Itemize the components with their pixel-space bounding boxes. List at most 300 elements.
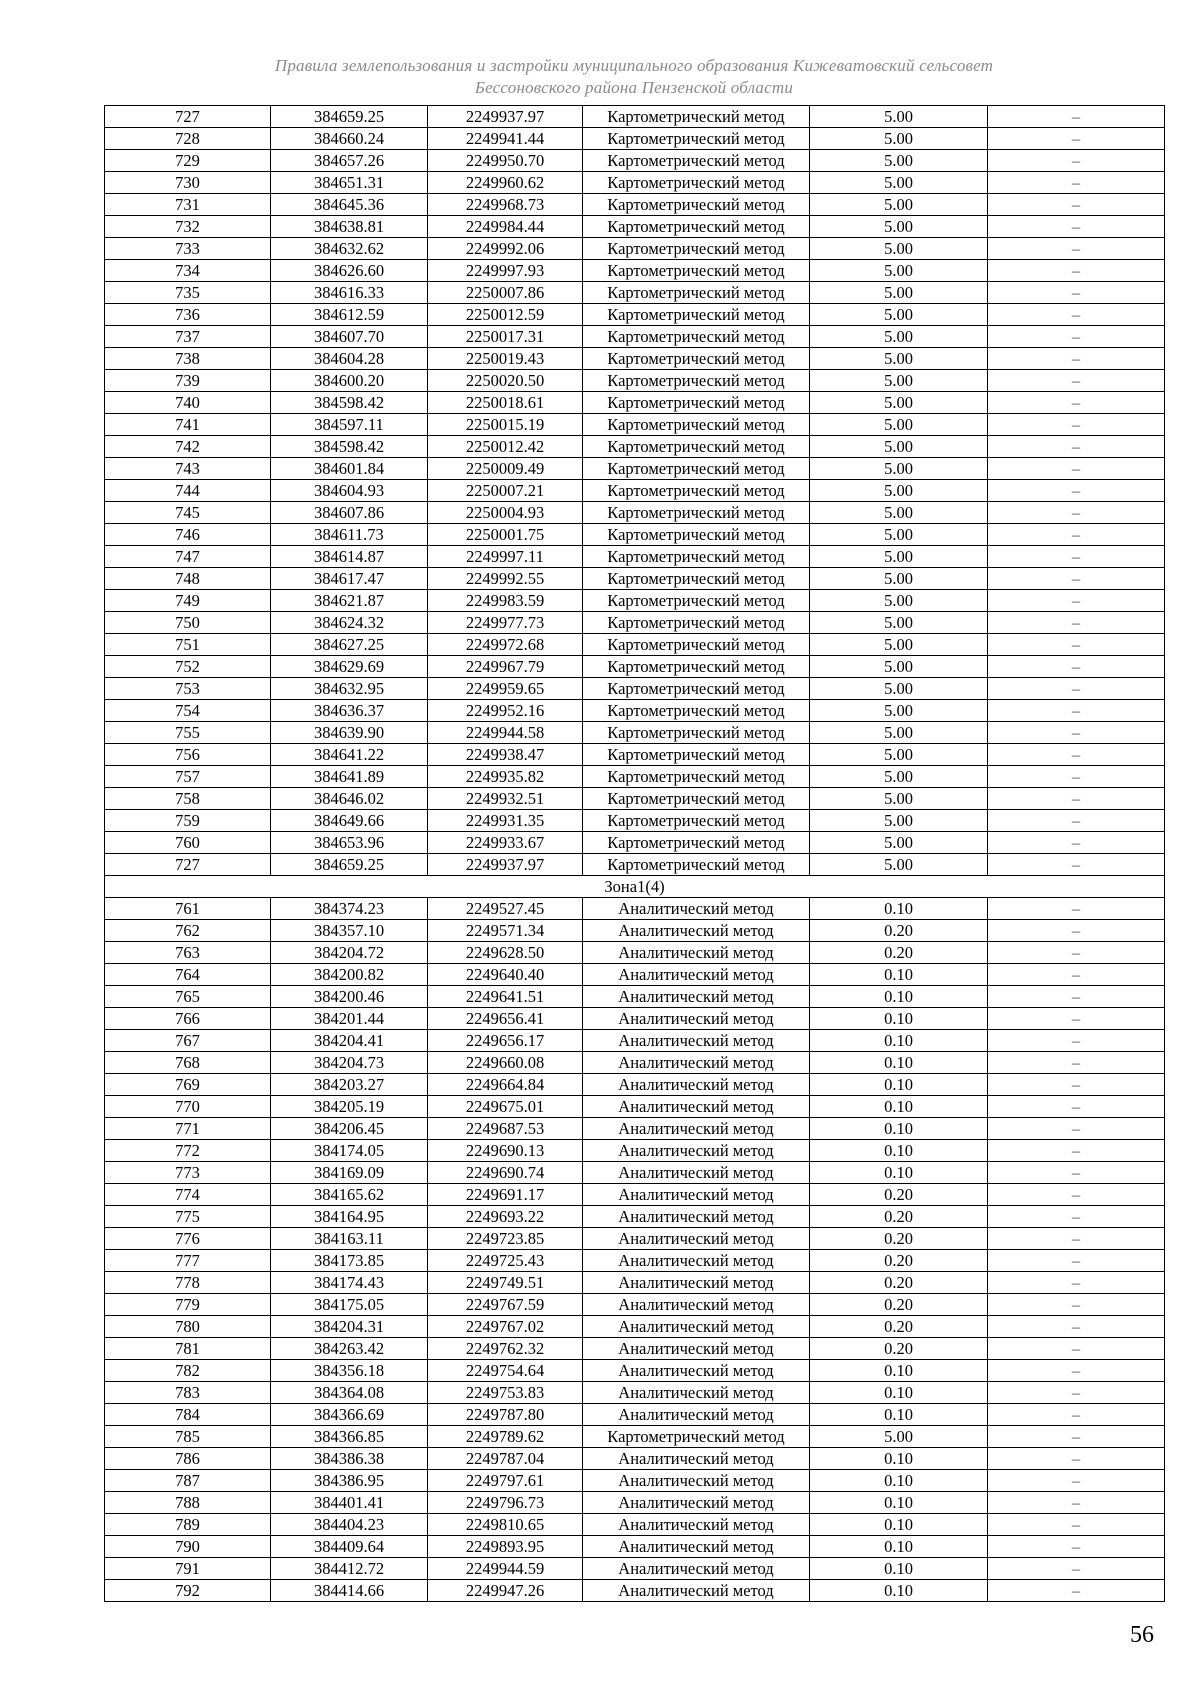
x-coordinate-cell: 384636.37 [271, 700, 428, 722]
accuracy-cell: 0.20 [810, 920, 988, 942]
table-row [105, 1052, 1165, 1074]
x-coordinate-cell: 384200.46 [271, 986, 428, 1008]
method-cell: Картометрический метод [583, 744, 810, 766]
table-row [105, 568, 1165, 590]
accuracy-cell: 5.00 [810, 1426, 988, 1448]
method-cell: Аналитический метод [583, 1382, 810, 1404]
x-coordinate-cell: 384598.42 [271, 392, 428, 414]
method-cell: Аналитический метод [583, 1536, 810, 1558]
accuracy-cell: 5.00 [810, 458, 988, 480]
note-cell: – [988, 326, 1165, 348]
table-row [105, 1118, 1165, 1140]
method-cell: Картометрический метод [583, 172, 810, 194]
table-row [105, 172, 1165, 194]
point-number-cell: 754 [105, 700, 271, 722]
y-coordinate-cell: 2249656.41 [428, 1008, 583, 1030]
table-row [105, 1558, 1165, 1580]
point-number-cell: 773 [105, 1162, 271, 1184]
note-cell: – [988, 1492, 1165, 1514]
x-coordinate-cell: 384598.42 [271, 436, 428, 458]
accuracy-cell: 5.00 [810, 194, 988, 216]
point-number-cell: 769 [105, 1074, 271, 1096]
table-row [105, 392, 1165, 414]
x-coordinate-cell: 384649.66 [271, 810, 428, 832]
x-coordinate-cell: 384165.62 [271, 1184, 428, 1206]
point-number-cell: 753 [105, 678, 271, 700]
x-coordinate-cell: 384632.62 [271, 238, 428, 260]
y-coordinate-cell: 2249997.93 [428, 260, 583, 282]
note-cell: – [988, 964, 1165, 986]
point-number-cell: 789 [105, 1514, 271, 1536]
x-coordinate-cell: 384651.31 [271, 172, 428, 194]
x-coordinate-cell: 384205.19 [271, 1096, 428, 1118]
note-cell: – [988, 1184, 1165, 1206]
method-cell: Картометрический метод [583, 392, 810, 414]
note-cell: – [988, 1316, 1165, 1338]
y-coordinate-cell: 2249641.51 [428, 986, 583, 1008]
accuracy-cell: 5.00 [810, 436, 988, 458]
method-cell: Картометрический метод [583, 304, 810, 326]
accuracy-cell: 0.20 [810, 942, 988, 964]
table-row [105, 370, 1165, 392]
x-coordinate-cell: 384404.23 [271, 1514, 428, 1536]
table-row [105, 722, 1165, 744]
point-number-cell: 759 [105, 810, 271, 832]
accuracy-cell: 0.10 [810, 1140, 988, 1162]
table-row [105, 1448, 1165, 1470]
table-row [105, 502, 1165, 524]
note-cell: – [988, 1558, 1165, 1580]
y-coordinate-cell: 2249959.65 [428, 678, 583, 700]
note-cell: – [988, 920, 1165, 942]
y-coordinate-cell: 2249687.53 [428, 1118, 583, 1140]
y-coordinate-cell: 2249762.32 [428, 1338, 583, 1360]
y-coordinate-cell: 2249789.62 [428, 1426, 583, 1448]
point-number-cell: 764 [105, 964, 271, 986]
y-coordinate-cell: 2249941.44 [428, 128, 583, 150]
x-coordinate-cell: 384409.64 [271, 1536, 428, 1558]
note-cell: – [988, 1272, 1165, 1294]
note-cell: – [988, 524, 1165, 546]
x-coordinate-cell: 384659.25 [271, 854, 428, 876]
note-cell: – [988, 1294, 1165, 1316]
point-number-cell: 740 [105, 392, 271, 414]
x-coordinate-cell: 384164.95 [271, 1206, 428, 1228]
point-number-cell: 728 [105, 128, 271, 150]
method-cell: Аналитический метод [583, 1492, 810, 1514]
method-cell: Аналитический метод [583, 1294, 810, 1316]
accuracy-cell: 0.10 [810, 1470, 988, 1492]
point-number-cell: 746 [105, 524, 271, 546]
method-cell: Аналитический метод [583, 1228, 810, 1250]
note-cell: – [988, 700, 1165, 722]
table-row [105, 744, 1165, 766]
note-cell: – [988, 1426, 1165, 1448]
method-cell: Картометрический метод [583, 854, 810, 876]
note-cell: – [988, 1448, 1165, 1470]
note-cell: – [988, 370, 1165, 392]
y-coordinate-cell: 2249767.59 [428, 1294, 583, 1316]
x-coordinate-cell: 384621.87 [271, 590, 428, 612]
point-number-cell: 732 [105, 216, 271, 238]
accuracy-cell: 5.00 [810, 788, 988, 810]
table-row [105, 480, 1165, 502]
x-coordinate-cell: 384660.24 [271, 128, 428, 150]
method-cell: Картометрический метод [583, 700, 810, 722]
x-coordinate-cell: 384204.41 [271, 1030, 428, 1052]
point-number-cell: 748 [105, 568, 271, 590]
accuracy-cell: 0.10 [810, 1536, 988, 1558]
y-coordinate-cell: 2250018.61 [428, 392, 583, 414]
x-coordinate-cell: 384653.96 [271, 832, 428, 854]
accuracy-cell: 0.10 [810, 1514, 988, 1536]
note-cell: – [988, 480, 1165, 502]
accuracy-cell: 5.00 [810, 502, 988, 524]
x-coordinate-cell: 384645.36 [271, 194, 428, 216]
table-row [105, 1140, 1165, 1162]
note-cell: – [988, 656, 1165, 678]
x-coordinate-cell: 384356.18 [271, 1360, 428, 1382]
table-row [105, 678, 1165, 700]
y-coordinate-cell: 2249693.22 [428, 1206, 583, 1228]
accuracy-cell: 5.00 [810, 854, 988, 876]
method-cell: Аналитический метод [583, 1140, 810, 1162]
table-row [105, 612, 1165, 634]
table-row [105, 1338, 1165, 1360]
x-coordinate-cell: 384624.32 [271, 612, 428, 634]
y-coordinate-cell: 2249997.11 [428, 546, 583, 568]
method-cell: Картометрический метод [583, 414, 810, 436]
y-coordinate-cell: 2249797.61 [428, 1470, 583, 1492]
method-cell: Картометрический метод [583, 436, 810, 458]
table-row [105, 700, 1165, 722]
zone-header-row [105, 876, 1165, 898]
x-coordinate-cell: 384611.73 [271, 524, 428, 546]
note-cell: – [988, 1228, 1165, 1250]
point-number-cell: 766 [105, 1008, 271, 1030]
table-row [105, 854, 1165, 876]
accuracy-cell: 5.00 [810, 524, 988, 546]
note-cell: – [988, 392, 1165, 414]
note-cell: – [988, 1030, 1165, 1052]
note-cell: – [988, 1580, 1165, 1602]
table-row [105, 986, 1165, 1008]
accuracy-cell: 5.00 [810, 546, 988, 568]
point-number-cell: 727 [105, 854, 271, 876]
method-cell: Аналитический метод [583, 1448, 810, 1470]
point-number-cell: 765 [105, 986, 271, 1008]
point-number-cell: 784 [105, 1404, 271, 1426]
page-number: 56 [1130, 1622, 1154, 1648]
x-coordinate-cell: 384641.89 [271, 766, 428, 788]
note-cell: – [988, 1536, 1165, 1558]
note-cell: – [988, 590, 1165, 612]
x-coordinate-cell: 384366.85 [271, 1426, 428, 1448]
point-number-cell: 734 [105, 260, 271, 282]
y-coordinate-cell: 2249992.06 [428, 238, 583, 260]
table-row [105, 194, 1165, 216]
note-cell: – [988, 216, 1165, 238]
table-row [105, 1162, 1165, 1184]
y-coordinate-cell: 2249992.55 [428, 568, 583, 590]
method-cell: Картометрический метод [583, 634, 810, 656]
point-number-cell: 756 [105, 744, 271, 766]
table-row [105, 1074, 1165, 1096]
note-cell: – [988, 194, 1165, 216]
note-cell: – [988, 150, 1165, 172]
x-coordinate-cell: 384604.28 [271, 348, 428, 370]
y-coordinate-cell: 2249937.97 [428, 106, 583, 128]
point-number-cell: 752 [105, 656, 271, 678]
note-cell: – [988, 1404, 1165, 1426]
method-cell: Картометрический метод [583, 612, 810, 634]
accuracy-cell: 5.00 [810, 370, 988, 392]
y-coordinate-cell: 2250015.19 [428, 414, 583, 436]
method-cell: Аналитический метод [583, 1030, 810, 1052]
method-cell: Картометрический метод [583, 810, 810, 832]
y-coordinate-cell: 2249933.67 [428, 832, 583, 854]
method-cell: Картометрический метод [583, 150, 810, 172]
accuracy-cell: 5.00 [810, 348, 988, 370]
zone-label: Зона1(4) [105, 876, 1165, 898]
accuracy-cell: 0.20 [810, 1250, 988, 1272]
note-cell: – [988, 986, 1165, 1008]
point-number-cell: 747 [105, 546, 271, 568]
point-number-cell: 743 [105, 458, 271, 480]
accuracy-cell: 5.00 [810, 326, 988, 348]
note-cell: – [988, 634, 1165, 656]
y-coordinate-cell: 2249796.73 [428, 1492, 583, 1514]
x-coordinate-cell: 384386.95 [271, 1470, 428, 1492]
y-coordinate-cell: 2249810.65 [428, 1514, 583, 1536]
x-coordinate-cell: 384626.60 [271, 260, 428, 282]
point-number-cell: 761 [105, 898, 271, 920]
table-row [105, 1206, 1165, 1228]
method-cell: Картометрический метод [583, 370, 810, 392]
header-line-1: Правила землепользования и застройки муниципального образования Кижеватовский сельсовет [274, 56, 994, 75]
y-coordinate-cell: 2249960.62 [428, 172, 583, 194]
accuracy-cell: 0.10 [810, 1492, 988, 1514]
accuracy-cell: 5.00 [810, 480, 988, 502]
point-number-cell: 749 [105, 590, 271, 612]
method-cell: Аналитический метод [583, 1338, 810, 1360]
x-coordinate-cell: 384597.11 [271, 414, 428, 436]
y-coordinate-cell: 2249656.17 [428, 1030, 583, 1052]
table-row [105, 1404, 1165, 1426]
x-coordinate-cell: 384612.59 [271, 304, 428, 326]
x-coordinate-cell: 384659.25 [271, 106, 428, 128]
method-cell: Картометрический метод [583, 128, 810, 150]
note-cell: – [988, 898, 1165, 920]
y-coordinate-cell: 2249664.84 [428, 1074, 583, 1096]
x-coordinate-cell: 384204.73 [271, 1052, 428, 1074]
point-number-cell: 744 [105, 480, 271, 502]
y-coordinate-cell: 2249787.80 [428, 1404, 583, 1426]
note-cell: – [988, 1140, 1165, 1162]
table-row [105, 1360, 1165, 1382]
y-coordinate-cell: 2249931.35 [428, 810, 583, 832]
table-row [105, 590, 1165, 612]
accuracy-cell: 0.10 [810, 1382, 988, 1404]
accuracy-cell: 0.10 [810, 1118, 988, 1140]
point-number-cell: 735 [105, 282, 271, 304]
method-cell: Картометрический метод [583, 656, 810, 678]
method-cell: Аналитический метод [583, 1404, 810, 1426]
method-cell: Аналитический метод [583, 1360, 810, 1382]
method-cell: Картометрический метод [583, 832, 810, 854]
table-row [105, 348, 1165, 370]
y-coordinate-cell: 2249967.79 [428, 656, 583, 678]
note-cell: – [988, 414, 1165, 436]
point-number-cell: 791 [105, 1558, 271, 1580]
point-number-cell: 781 [105, 1338, 271, 1360]
y-coordinate-cell: 2249950.70 [428, 150, 583, 172]
table-row [105, 1382, 1165, 1404]
point-number-cell: 758 [105, 788, 271, 810]
y-coordinate-cell: 2249787.04 [428, 1448, 583, 1470]
accuracy-cell: 5.00 [810, 414, 988, 436]
method-cell: Аналитический метод [583, 1184, 810, 1206]
point-number-cell: 787 [105, 1470, 271, 1492]
method-cell: Картометрический метод [583, 568, 810, 590]
accuracy-cell: 0.10 [810, 1448, 988, 1470]
table-row [105, 766, 1165, 788]
x-coordinate-cell: 384607.70 [271, 326, 428, 348]
point-number-cell: 776 [105, 1228, 271, 1250]
accuracy-cell: 0.20 [810, 1228, 988, 1250]
note-cell: – [988, 128, 1165, 150]
x-coordinate-cell: 384374.23 [271, 898, 428, 920]
point-number-cell: 779 [105, 1294, 271, 1316]
method-cell: Аналитический метод [583, 942, 810, 964]
note-cell: – [988, 436, 1165, 458]
x-coordinate-cell: 384357.10 [271, 920, 428, 942]
note-cell: – [988, 744, 1165, 766]
x-coordinate-cell: 384366.69 [271, 1404, 428, 1426]
accuracy-cell: 0.20 [810, 1316, 988, 1338]
method-cell: Аналитический метод [583, 1162, 810, 1184]
y-coordinate-cell: 2249968.73 [428, 194, 583, 216]
point-number-cell: 738 [105, 348, 271, 370]
note-cell: – [988, 304, 1165, 326]
point-number-cell: 751 [105, 634, 271, 656]
point-number-cell: 762 [105, 920, 271, 942]
x-coordinate-cell: 384204.31 [271, 1316, 428, 1338]
table-row [105, 150, 1165, 172]
accuracy-cell: 0.20 [810, 1272, 988, 1294]
table-row [105, 128, 1165, 150]
accuracy-cell: 5.00 [810, 634, 988, 656]
y-coordinate-cell: 2249972.68 [428, 634, 583, 656]
method-cell: Картометрический метод [583, 524, 810, 546]
x-coordinate-cell: 384604.93 [271, 480, 428, 502]
y-coordinate-cell: 2250012.59 [428, 304, 583, 326]
note-cell: – [988, 1206, 1165, 1228]
y-coordinate-cell: 2249691.17 [428, 1184, 583, 1206]
table-row [105, 656, 1165, 678]
note-cell: – [988, 1470, 1165, 1492]
accuracy-cell: 0.20 [810, 1206, 988, 1228]
note-cell: – [988, 568, 1165, 590]
table-row [105, 304, 1165, 326]
accuracy-cell: 0.10 [810, 898, 988, 920]
y-coordinate-cell: 2249723.85 [428, 1228, 583, 1250]
note-cell: – [988, 788, 1165, 810]
y-coordinate-cell: 2249977.73 [428, 612, 583, 634]
accuracy-cell: 0.10 [810, 986, 988, 1008]
method-cell: Картометрический метод [583, 722, 810, 744]
accuracy-cell: 5.00 [810, 282, 988, 304]
note-cell: – [988, 612, 1165, 634]
y-coordinate-cell: 2249952.16 [428, 700, 583, 722]
point-number-cell: 727 [105, 106, 271, 128]
note-cell: – [988, 810, 1165, 832]
x-coordinate-cell: 384169.09 [271, 1162, 428, 1184]
point-number-cell: 742 [105, 436, 271, 458]
method-cell: Аналитический метод [583, 1206, 810, 1228]
y-coordinate-cell: 2249935.82 [428, 766, 583, 788]
table-row [105, 1096, 1165, 1118]
accuracy-cell: 0.10 [810, 1008, 988, 1030]
point-number-cell: 739 [105, 370, 271, 392]
x-coordinate-cell: 384173.85 [271, 1250, 428, 1272]
x-coordinate-cell: 384600.20 [271, 370, 428, 392]
y-coordinate-cell: 2250017.31 [428, 326, 583, 348]
y-coordinate-cell: 2249754.64 [428, 1360, 583, 1382]
x-coordinate-cell: 384632.95 [271, 678, 428, 700]
y-coordinate-cell: 2249938.47 [428, 744, 583, 766]
point-number-cell: 790 [105, 1536, 271, 1558]
note-cell: – [988, 1052, 1165, 1074]
y-coordinate-cell: 2249767.02 [428, 1316, 583, 1338]
note-cell: – [988, 1382, 1165, 1404]
accuracy-cell: 0.10 [810, 1404, 988, 1426]
x-coordinate-cell: 384174.43 [271, 1272, 428, 1294]
point-number-cell: 767 [105, 1030, 271, 1052]
method-cell: Картометрический метод [583, 480, 810, 502]
point-number-cell: 775 [105, 1206, 271, 1228]
accuracy-cell: 5.00 [810, 766, 988, 788]
x-coordinate-cell: 384174.05 [271, 1140, 428, 1162]
method-cell: Аналитический метод [583, 1558, 810, 1580]
point-number-cell: 772 [105, 1140, 271, 1162]
note-cell: – [988, 1162, 1165, 1184]
point-number-cell: 780 [105, 1316, 271, 1338]
accuracy-cell: 5.00 [810, 832, 988, 854]
method-cell: Картометрический метод [583, 282, 810, 304]
method-cell: Картометрический метод [583, 194, 810, 216]
x-coordinate-cell: 384401.41 [271, 1492, 428, 1514]
accuracy-cell: 5.00 [810, 678, 988, 700]
table-row [105, 1536, 1165, 1558]
method-cell: Аналитический метод [583, 1272, 810, 1294]
table-row [105, 238, 1165, 260]
point-number-cell: 786 [105, 1448, 271, 1470]
table-row [105, 260, 1165, 282]
table-row [105, 1030, 1165, 1052]
method-cell: Аналитический метод [583, 1250, 810, 1272]
y-coordinate-cell: 2250019.43 [428, 348, 583, 370]
x-coordinate-cell: 384200.82 [271, 964, 428, 986]
table-row [105, 1250, 1165, 1272]
y-coordinate-cell: 2250012.42 [428, 436, 583, 458]
y-coordinate-cell: 2249660.08 [428, 1052, 583, 1074]
x-coordinate-cell: 384646.02 [271, 788, 428, 810]
note-cell: – [988, 1360, 1165, 1382]
note-cell: – [988, 678, 1165, 700]
table-row [105, 810, 1165, 832]
method-cell: Картометрический метод [583, 590, 810, 612]
